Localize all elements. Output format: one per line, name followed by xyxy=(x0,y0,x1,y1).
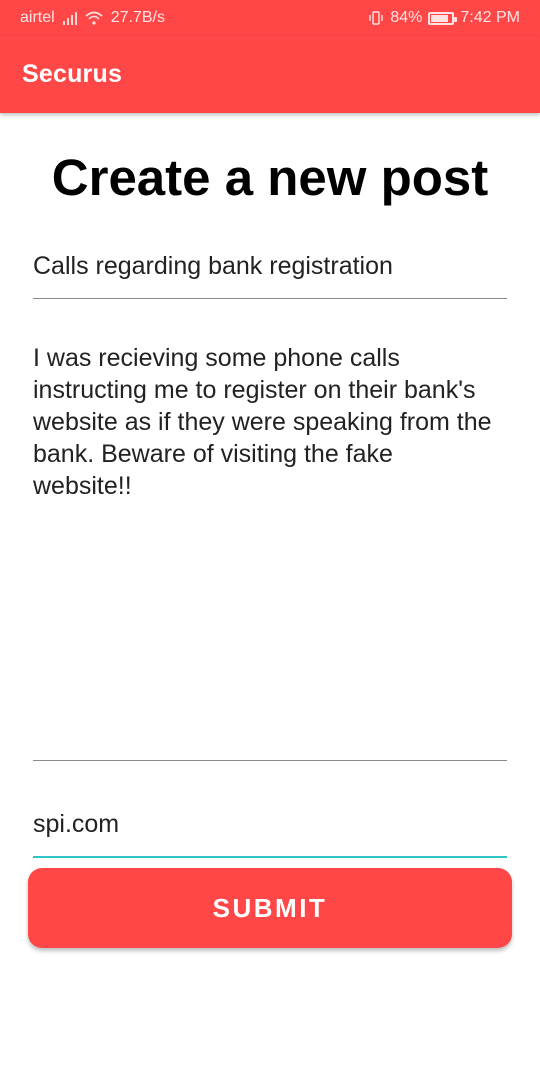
clock: 7:42 PM xyxy=(460,9,520,26)
post-body-textarea[interactable]: I was recieving some phone calls instructing me to register on their bank's website as if they were speaking from the bank. Beware of visiting the fake website!! xyxy=(33,342,507,761)
vibrate-icon xyxy=(368,11,384,25)
wifi-icon xyxy=(85,11,103,25)
signal-icon xyxy=(63,11,77,25)
battery-percent: 84% xyxy=(390,9,423,26)
app-title: Securus xyxy=(22,60,123,88)
app-bar xyxy=(0,36,540,113)
post-title-input[interactable]: Calls regarding bank registration xyxy=(33,252,507,299)
link-input[interactable]: spi.com xyxy=(33,810,507,858)
battery-icon xyxy=(428,12,454,25)
submit-button[interactable]: SUBMIT xyxy=(28,868,512,948)
status-bar xyxy=(0,0,540,36)
network-speed: 27.7B/s xyxy=(110,9,165,26)
page-title: Create a new post xyxy=(51,149,489,206)
carrier-label: airtel xyxy=(20,9,55,26)
